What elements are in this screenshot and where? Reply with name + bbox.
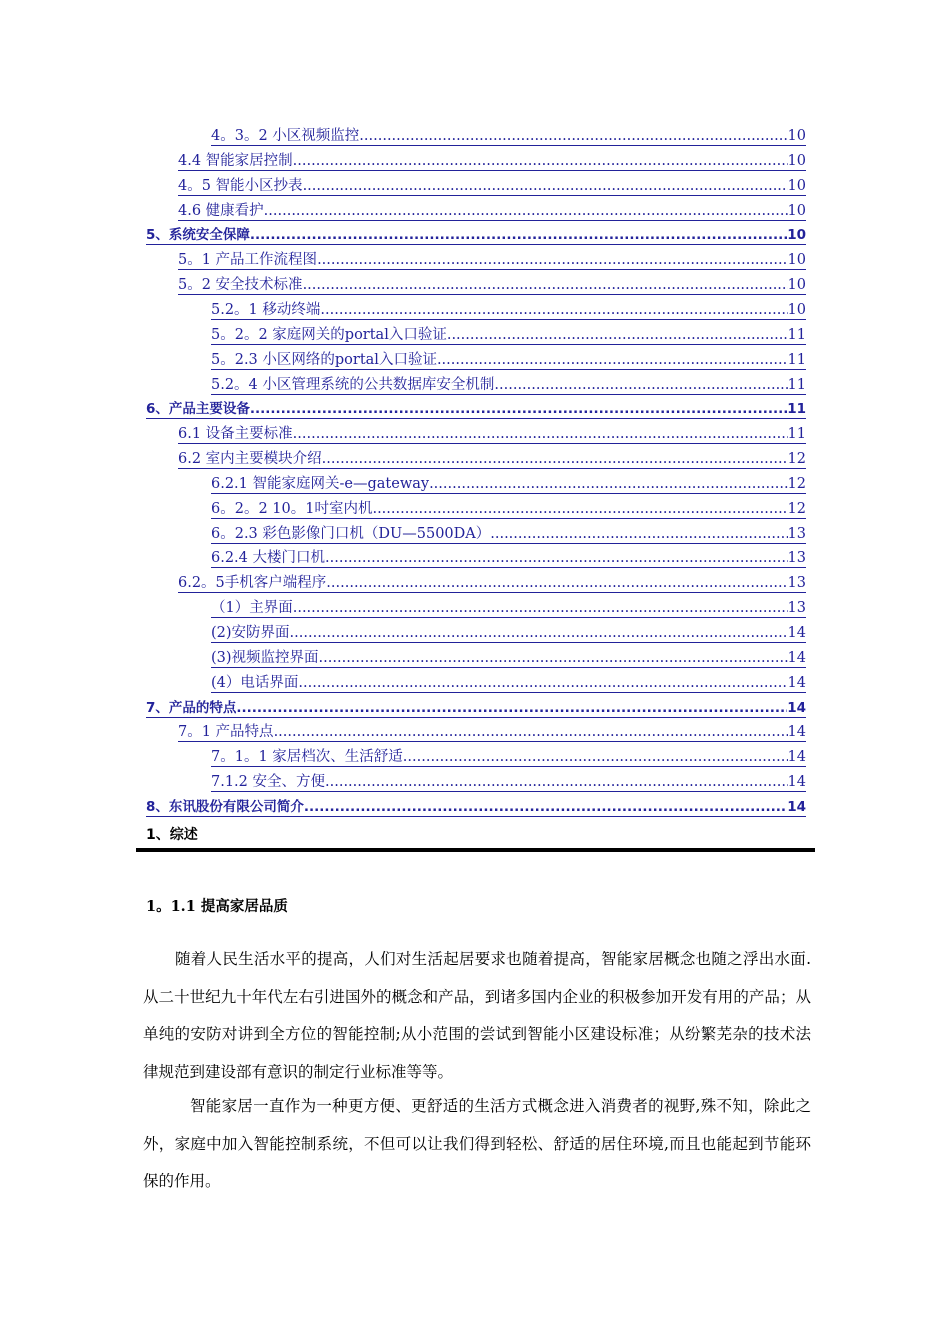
toc-entry[interactable] [211,671,806,693]
toc-page-number: 13 [787,525,806,542]
toc-entry-title: 6。2。2 10。1吋室内机 [211,500,373,517]
toc-leader-dots [304,798,787,817]
toc-entry-title: 4.6 健康看护 [178,202,264,219]
toc-leader-dots [359,127,787,146]
toc-entry[interactable] [211,373,806,395]
toc-entry[interactable] [211,621,806,643]
toc-entry-title: (4）电话界面 [211,674,299,691]
toc-entry[interactable] [211,522,806,544]
toc-entry[interactable] [211,745,806,767]
toc-entry-title: 6.2 室内主要模块介绍 [178,451,322,468]
toc-leader-dots [303,177,788,196]
toc-leader-dots [320,301,787,320]
toc-entry-title: 4。3。2 小区视频监控 [211,128,360,144]
toc-leader-dots [290,624,788,643]
toc-entry-title: 7、产品的特点 [146,699,237,716]
toc-entry[interactable] [211,472,806,494]
toc-page-number: 13 [787,575,806,592]
paragraph: 随着人民生活水平的提高，人们对生活起居要求也随着提高，智能家居概念也随之浮出水面.从二十世纪九十年代左右引进国外的概念和产品，到诸多国内企业的积极参加开发有用的产品；从单纯的安防对讲到全方位的智能控制;从小范围的尝试到智能小区建设标准；从纷繁芜杂的技术法律规范到建设部有意识的制定行业标准等等。 [143,950,811,1081]
toc-entry-title: 5.2。1 移动终端 [211,301,321,318]
toc-entry-title: （1）主界面 [211,600,293,617]
toc-entry[interactable] [211,298,806,320]
toc-leader-dots [429,475,787,494]
toc-entry-title: 6.2.4 大楼门口机 [211,550,326,567]
toc-page-number: 14 [787,674,806,691]
toc-entry[interactable] [178,149,806,171]
toc-entry-title: (3)视频监控界面 [211,649,319,666]
toc-entry-title: 7。1 产品特点 [178,724,274,741]
toc-leader-dots [293,152,788,171]
toc-page-number: 10 [787,252,806,269]
toc-entry-title: 7.1.2 安全、方便 [211,774,326,791]
toc-entry-title: 5。2。2 家庭网关的portal入口验证 [211,326,447,343]
toc-page-number: 13 [787,550,806,567]
toc-entry[interactable] [178,273,806,295]
toc-entry[interactable] [178,422,806,444]
toc-page-number: 10 [787,177,806,194]
toc-leader-dots [494,376,787,395]
toc-entry-title: 4.4 智能家居控制 [178,152,293,169]
toc-leader-dots [490,525,787,544]
toc-entry-title: 5.2。4 小区管理系统的公共数据库安全机制 [211,376,495,393]
toc-entry[interactable] [178,720,806,742]
toc-leader-dots [325,773,788,792]
toc-page-number: 10 [787,202,806,219]
toc-entry[interactable] [178,199,806,221]
toc-page-number: 14 [787,699,806,716]
toc-page-number: 11 [787,326,806,343]
toc-leader-dots [317,251,787,270]
toc-leader-dots [274,723,788,742]
toc-page-number: 10 [787,277,806,294]
toc-leader-dots [250,226,787,245]
toc-page-number: 13 [787,600,806,617]
toc-entry[interactable] [211,646,806,668]
section-heading: 1、综述 [146,827,198,843]
toc-entry[interactable] [178,174,806,196]
toc-leader-dots [403,748,788,767]
toc-entry-title: 6、产品主要设备 [146,401,250,418]
toc-leader-dots [298,674,787,693]
toc-entry[interactable] [211,323,806,345]
toc-leader-dots [236,699,787,718]
toc-entry[interactable] [178,571,806,593]
toc-page-number: 10 [787,128,806,144]
toc-entry-title: 6.1 设备主要标准 [178,426,293,443]
toc-entry-title: 7。1。1 家居档次、生活舒适 [211,749,403,766]
toc-entry[interactable] [211,546,806,568]
toc-page-number: 14 [787,798,806,815]
toc-entry[interactable] [211,124,806,146]
toc-entry-title: 8、东讯股份有限公司简介 [146,798,304,815]
toc-entry[interactable] [178,248,806,270]
toc-page-number: 14 [787,649,806,666]
toc-leader-dots [325,549,788,568]
toc-page-number: 14 [787,625,806,641]
toc-entry-title: 5。2.3 小区网络的portal入口验证 [211,351,437,368]
heading-rule [136,848,815,852]
toc-entry-title: 6.2。5手机客户端程序 [178,575,327,592]
toc-page-number: 11 [787,401,806,418]
toc-leader-dots [250,400,787,419]
toc-leader-dots [322,450,788,469]
toc-leader-dots [326,574,787,593]
toc-page-number: 14 [787,724,806,741]
toc-page-number: 12 [787,500,806,517]
toc-page-number: 12 [787,475,806,492]
toc-page-number: 11 [787,351,806,368]
toc-entry[interactable] [146,223,806,245]
toc-page-number: 11 [787,426,806,443]
toc-entry[interactable] [211,348,806,370]
toc-page-number: 10 [787,301,806,318]
toc-leader-dots [264,202,788,221]
toc-leader-dots [303,276,788,295]
toc-entry[interactable] [146,696,806,718]
toc-leader-dots [319,649,788,668]
toc-entry[interactable] [211,770,806,792]
toc-entry-title: 6。2.3 彩色影像门口机（DU—5500DA） [211,525,491,542]
toc-entry-title: 6.2.1 智能家庭网关-e—gateway [211,475,430,492]
toc-entry-title: 4。5 智能小区抄表 [178,177,303,194]
toc-entry-title: 5。2 安全技术标准 [178,277,303,294]
toc-page-number: 10 [787,227,806,244]
toc-page-number: 14 [787,774,806,791]
toc-entry-title: 5、系统安全保障 [146,227,250,244]
toc-page-number: 12 [787,451,806,468]
toc-leader-dots [293,599,788,618]
toc-leader-dots [437,351,788,370]
toc-leader-dots [447,326,788,345]
toc-entry[interactable] [211,497,806,519]
toc-leader-dots [293,425,788,444]
toc-entry[interactable] [146,397,806,419]
toc-entry-title: (2)安防界面 [211,625,290,641]
toc-page-number: 10 [787,152,806,169]
toc-entry-title: 5。1 产品工作流程图 [178,252,318,269]
toc-leader-dots [372,500,787,519]
toc-page-number: 11 [787,376,806,393]
toc-entry[interactable] [178,447,806,469]
toc-entry[interactable] [146,795,806,817]
paragraph: 智能家居一直作为一种更方便、更舒适的生活方式概念进入消费者的视野,殊不知，除此之外，家庭中加入智能控制系统，不但可以让我们得到轻松、舒适的居住环境,而且也能起到节能环保的作用。 [143,1097,811,1190]
toc-entry[interactable] [211,596,806,618]
toc-page-number: 14 [787,749,806,766]
subsection-heading: 1。1.1 提高家居品质 [146,898,288,915]
